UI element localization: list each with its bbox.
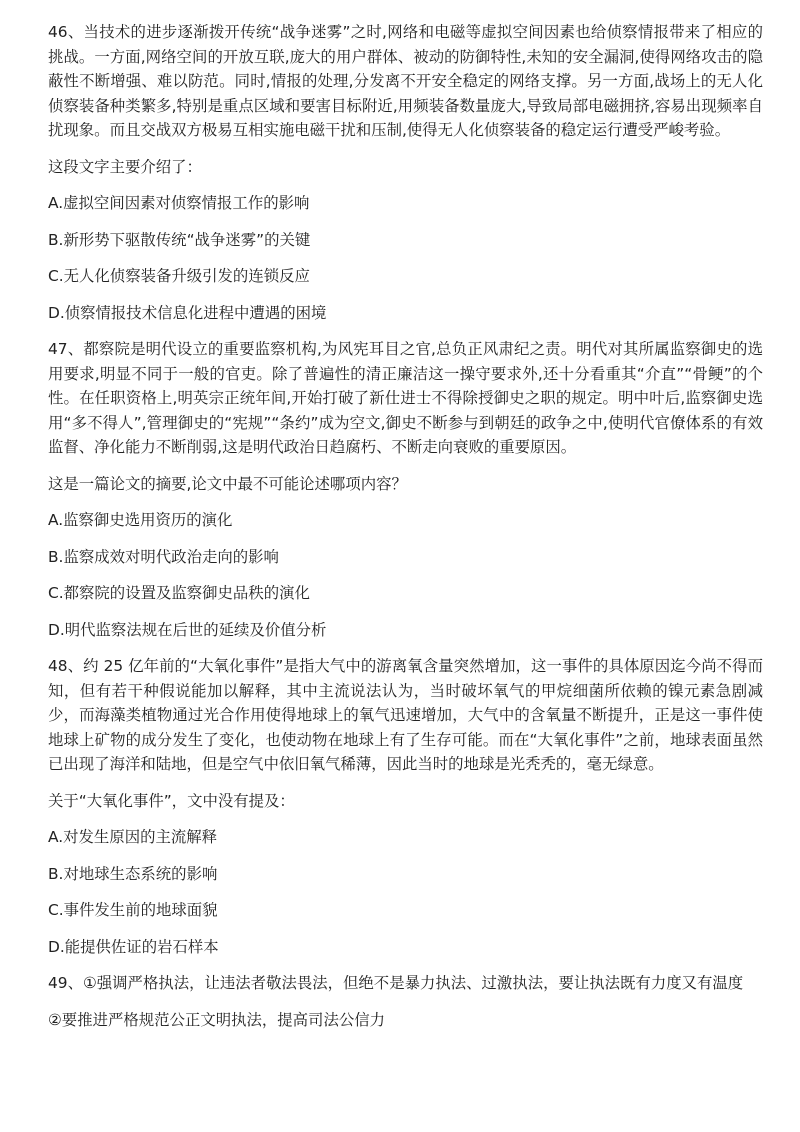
option-d: D.能提供佐证的岩石样本 xyxy=(48,937,219,956)
option-d: D.侦察情报技术信息化进程中遭遇的困境 xyxy=(48,303,327,322)
option-c: C.事件发生前的地球面貌 xyxy=(48,901,218,919)
question-stem: 关于“大氧化事件”，文中没有提及： xyxy=(48,791,295,810)
question-49 xyxy=(48,971,763,1032)
option-a: A.虚拟空间因素对侦察情报工作的影响 xyxy=(48,194,310,212)
question-48 xyxy=(48,654,763,959)
question-47 xyxy=(48,337,763,642)
option-b: B.监察成效对明代政治走向的影响 xyxy=(48,547,279,566)
question-text: 48、约 25 亿年前的“大氧化事件”是指大气中的游离氧含量突然增加，这一事件的具体原因迄今尚不得而知，但有若干种假说能加以解释，其中主流说法认为，当时破坏氧气的甲烷细菌所依赖的镍元素急剧减少，而海藻类植物通过光合作用使得地球上的氧气迅速增加，大气中的含氧量不断提升，正是这一事件使地球上矿物的成分发生了变化，也使动物在地球上有了生存可能。而在“大氧化事件”之前，地球表面虽然已出现了海洋和陆地，但是空气中依旧氧气稀薄，因此当时的地球是光秃秃的，毫无绿意。 xyxy=(48,657,763,773)
option-c: C.都察院的设置及监察御史品秩的演化 xyxy=(48,584,310,602)
document-page xyxy=(48,20,763,1044)
option-b: B.新形势下驱散传统“战争迷雾”的关键 xyxy=(48,230,311,249)
question-46 xyxy=(48,20,763,325)
question-text: 46、当技术的进步逐渐拨开传统“战争迷雾”之时,网络和电磁等虚拟空间因素也给侦察情报带来了相应的挑战。一方面,网络空间的开放互联,庞大的用户群体、被动的防御特性,未知的安全漏洞,使得网络攻击的隐蔽性不断增强、难以防范。同时,情报的处理,分发离不开安全稳定的网络支撑。另一方面,战场上的无人化侦察装备种类繁多,特别是重点区域和要害目标附近,用频装备数量庞大,导致局部电磁拥挤,容易出现频率自扰现象。而且交战双方极易互相实施电磁干扰和压制,使得无人化侦察装备的稳定运行遭受严峻考验。 xyxy=(48,23,763,139)
option-b: B.对地球生态系统的影响 xyxy=(48,864,218,883)
option-d: D.明代监察法规在后世的延续及价值分析 xyxy=(48,620,327,639)
question-stem: 这段文字主要介绍了： xyxy=(48,157,202,176)
question-text: 47、都察院是明代设立的重要监察机构,为风宪耳目之官,总负正风肃纪之责。明代对其所属监察御史的选用要求,明显不同于一般的官吏。除了普遍性的清正廉洁这一操守要求外,还十分看重其“介直”“骨鲠”的个性。在任职资格上,明英宗正统年间,开始打破了新仕进士不得除授御史之职的规定。明中叶后,监察御史选用“多不得人”,管理御史的“宪规”“条约”成为空文,御史不断参与到朝廷的政争之中,使明代官僚体系的有效监督、净化能力不断削弱,这是明代政治日趋腐朽、不断走向衰败的重要原因。 xyxy=(48,340,763,456)
question-statement-2: ②要推进严格规范公正文明执法，提高司法公信力 xyxy=(48,1010,386,1029)
question-stem: 这是一篇论文的摘要,论文中最不可能论述哪项内容？ xyxy=(48,474,407,493)
option-a: A.监察御史选用资历的演化 xyxy=(48,511,233,529)
question-statement-1: 49、①强调严格执法，让违法者敬法畏法，但绝不是暴力执法、过激执法，要让执法既有力度又有温度 xyxy=(48,974,744,992)
option-a: A.对发生原因的主流解释 xyxy=(48,828,218,846)
option-c: C.无人化侦察装备升级引发的连锁反应 xyxy=(48,267,310,285)
